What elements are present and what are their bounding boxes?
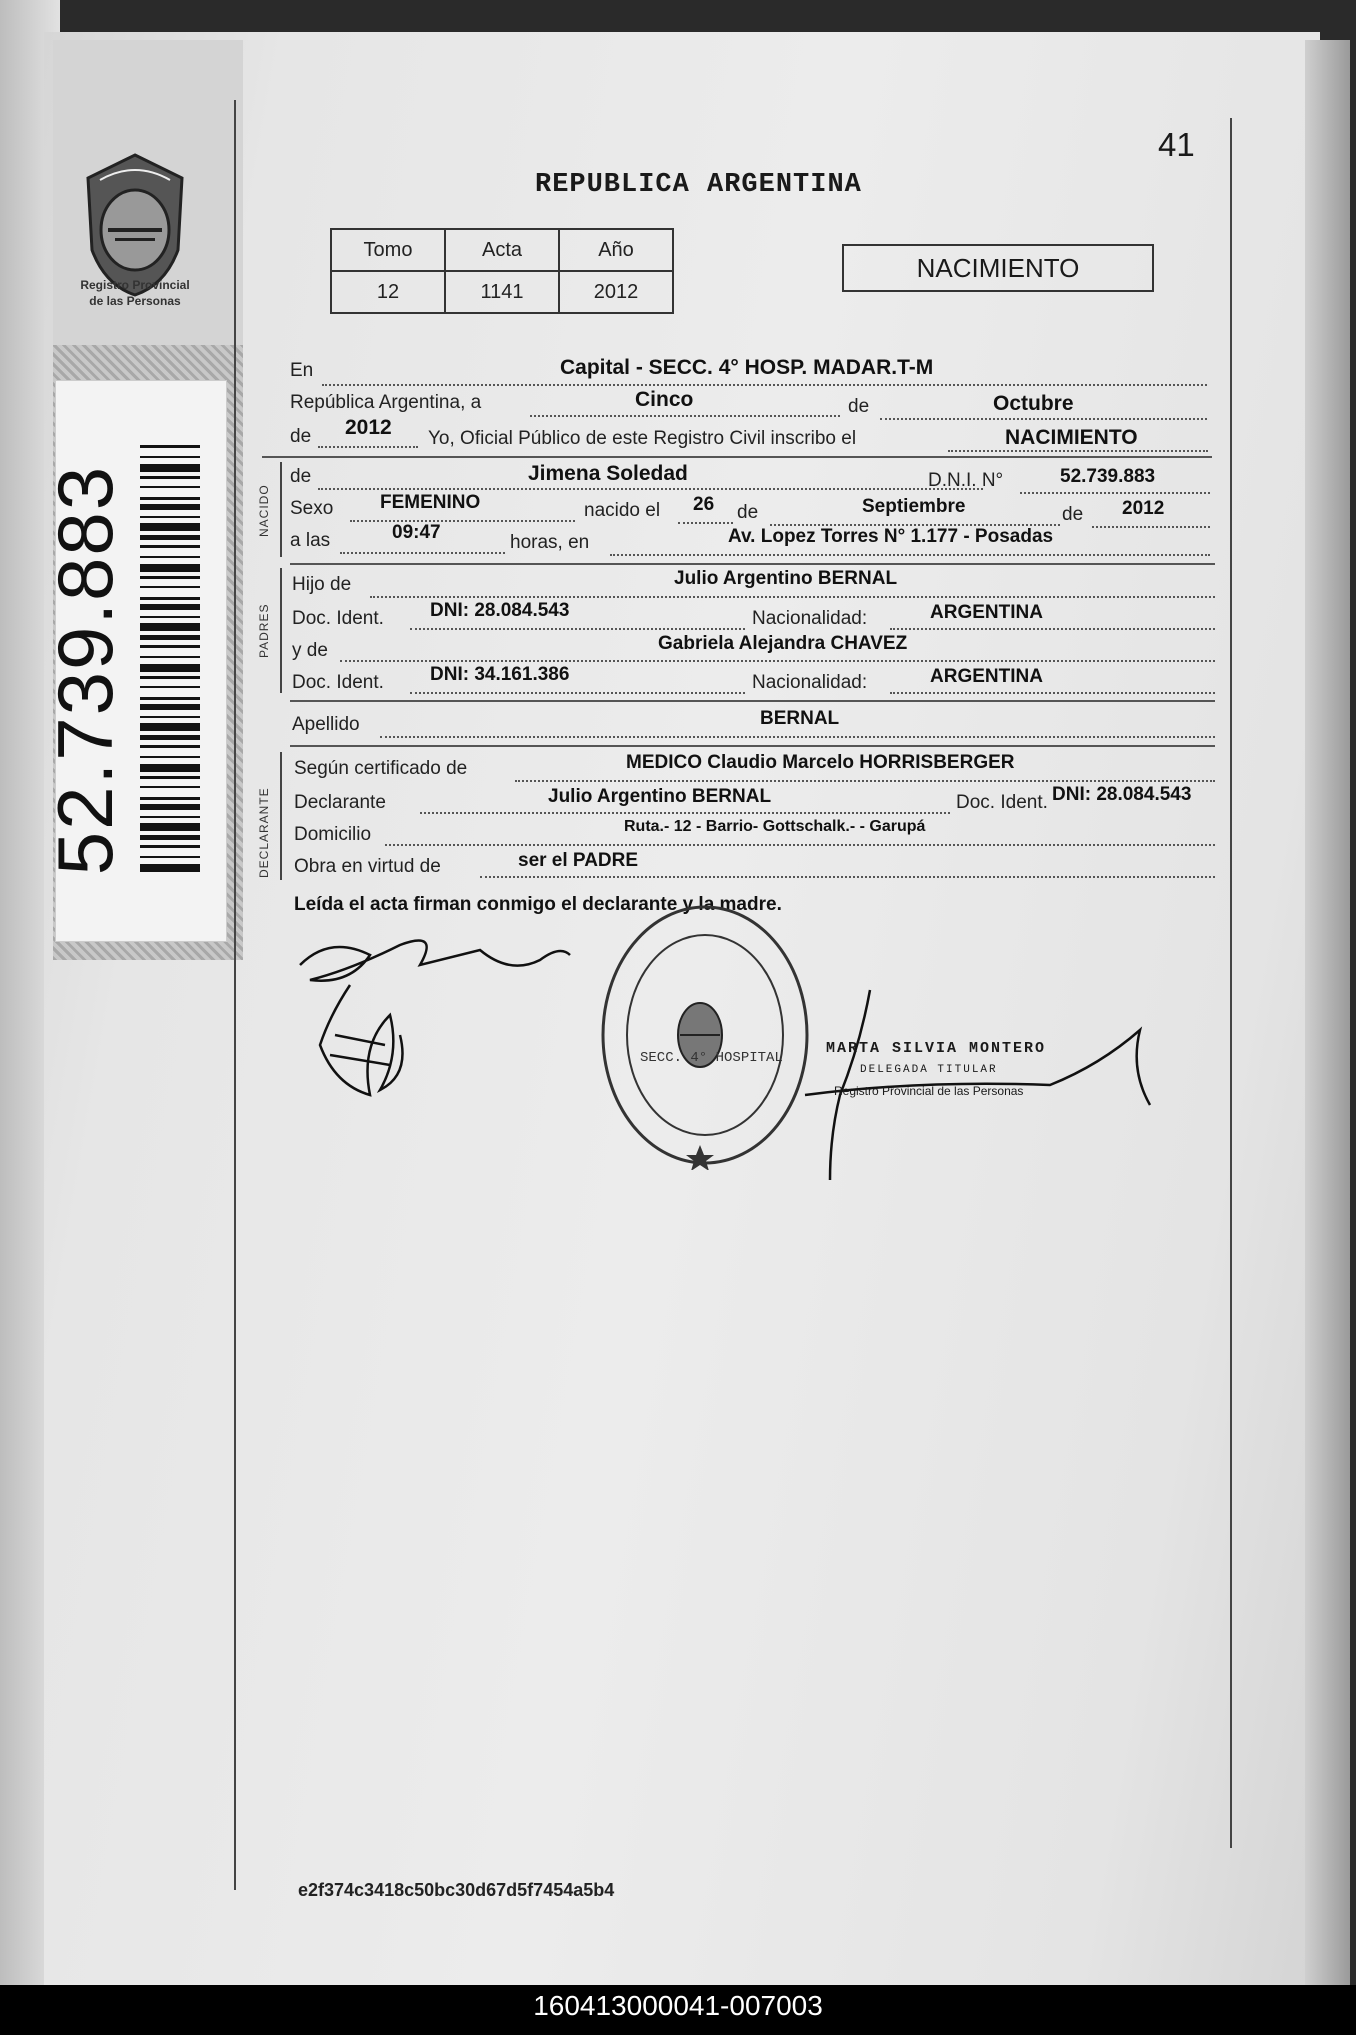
de-label: de [737,502,759,523]
stamp-inner-text: SECC. 4° HOSPITAL [640,1050,783,1066]
obra-label: Obra en virtud de [294,856,441,877]
de-label: de [1062,504,1084,525]
table-header-acta: Acta [445,229,559,271]
table-value-acta: 1141 [445,271,559,313]
stamp-outer-text [625,1005,626,1006]
section-divider [290,700,1215,702]
barcode-bar [140,545,200,548]
document-hash: e2f374c3418c50bc30d67d5f7454a5b4 [298,1880,615,1900]
registry-name-line2: de las Personas [89,294,181,308]
section-bracket [280,568,282,693]
dotted-line [350,520,575,522]
a-las-label: a las [290,530,331,551]
father-nationality-value: ARGENTINA [930,602,1043,623]
table-value-tomo: 12 [331,271,445,313]
registry-name-line1: Registro Provincial [80,278,190,292]
declarante-label: Declarante [294,792,386,813]
barcode-bar [140,786,200,788]
dotted-line [948,450,1208,452]
dotted-line [880,418,1207,420]
barcode-bar [140,835,200,840]
side-label-padres: PADRES [257,603,271,658]
declarant-doc-label: Doc. Ident. [956,792,1048,813]
horas-label: horas, en [510,532,590,553]
de-label: de [290,466,312,487]
side-label-nacido: NACIDO [257,484,271,537]
nacionalidad-label: Nacionalidad: [752,672,868,693]
barcode-bar [140,735,200,740]
closing-text: Leída el acta firman conmigo el declarante y la madre. [294,894,782,915]
dotted-line [480,876,1215,878]
dotted-line [1092,526,1210,528]
barcode-bar [140,776,200,779]
mother-nationality-value: ARGENTINA [930,666,1043,687]
dotted-line [410,692,745,694]
place-value: Capital - SECC. 4° HOSP. MADAR.T-M [560,356,934,379]
sexo-label: Sexo [290,498,334,519]
declarant-doc-value: DNI: 28.084.543 [1052,784,1192,805]
table-value-ano: 2012 [559,271,673,313]
barcode-bar [140,464,200,472]
barcode-bar [140,756,200,758]
barcode-bar [140,723,200,731]
de-label: de [290,426,312,447]
birth-place-value: Av. Lopez Torres N° 1.177 - Posadas [728,526,1054,547]
barcode-bar [140,697,200,700]
section-divider [290,745,1215,747]
document-title: REPUBLICA ARGENTINA [535,170,862,200]
section-divider [290,563,1215,565]
birth-year-value: 2012 [1122,498,1165,519]
barcode-bar [140,656,200,658]
barcode-bar [140,445,200,448]
barcode-bar [140,816,200,818]
registry-table [330,228,674,314]
barcode-bar [140,556,200,558]
barcode-bar [140,745,200,748]
barcode-bar [140,686,200,688]
barcode-bar [140,676,200,679]
barcode-number: 52.739.883 [41,464,129,876]
barcode-bar [140,704,200,710]
section-bracket [280,462,282,557]
dotted-line [410,628,745,630]
nacido-label: nacido el [584,500,661,521]
address-value: Ruta.- 12 - Barrio- Gottschalk.- - Garupá [624,818,926,835]
barcode-bar [140,523,200,531]
barcode-bar [140,504,200,510]
barcode-bar [140,616,200,618]
scan-code: 160413000041-007003 [533,1990,823,2021]
barcode-bar [140,476,200,479]
dotted-line [322,384,1207,386]
barcode-bar [140,604,200,610]
dotted-line [420,812,950,814]
barcode-bar [140,623,200,631]
dotted-line [318,446,418,448]
dotted-line [1020,492,1210,494]
dotted-line [340,660,1215,662]
month-value: Octubre [993,392,1074,415]
y-de-label: y de [292,640,328,661]
dotted-line [890,628,1215,630]
barcode-bar [140,535,200,540]
time-value: 09:47 [392,522,441,543]
en-label: En [290,360,314,381]
hijo-label: Hijo de [292,574,352,595]
capacity-value: ser el PADRE [518,850,639,871]
nacionalidad-label: Nacionalidad: [752,608,868,629]
barcode-bar [140,797,200,800]
certificado-label: Según certificado de [294,758,468,779]
barcode-bar [140,716,200,718]
dotted-line [530,415,840,417]
oficial-text: Yo, Oficial Público de este Registro Civil inscribo el [428,428,857,449]
barcode-bar [140,804,200,810]
section-bracket [280,752,282,880]
page-number: 41 [1158,126,1195,163]
registrar-name: MARTA SILVIA MONTERO [826,1040,1047,1057]
barcode-bar [140,564,200,572]
day-value: Cinco [635,388,694,411]
barcode-bar [140,864,200,872]
child-name-value: Jimena Soledad [528,462,688,485]
sexo-value: FEMENINO [380,492,481,513]
birth-day-value: 26 [693,494,715,515]
barcode-bar [140,576,200,579]
barcode-bar [140,486,200,488]
barcode-bar [140,635,200,640]
official-stamp [595,900,815,1170]
dotted-line [385,844,1215,846]
registrar-office: Registro Provincial de las Personas [834,1084,1024,1098]
apellido-label: Apellido [292,714,360,735]
table-header-ano: Año [559,229,673,271]
father-doc-value: DNI: 28.084.543 [430,600,570,621]
barcode-icon [140,445,200,875]
dotted-line [890,692,1215,694]
birth-month-value: Septiembre [862,496,966,517]
dotted-line [318,488,983,490]
doc-label: Doc. Ident. [292,672,384,693]
dotted-line [340,552,505,554]
barcode-bar [140,664,200,672]
dotted-line [678,522,733,524]
declarant-signature [290,925,580,1105]
inscribed-value: NACIMIENTO [1005,426,1138,449]
side-label-declarante: DECLARANTE [257,787,271,878]
de-label: de [848,396,870,417]
year-value: 2012 [345,416,392,439]
dotted-line [610,554,1210,556]
barcode-bar [140,764,200,772]
barcode-bar [140,645,200,648]
dni-value: 52.739.883 [1060,466,1156,487]
surname-value: BERNAL [760,708,840,729]
dotted-line [370,596,1215,598]
barcode-bar [140,845,200,848]
barcode-bar [140,497,200,500]
table-header-tomo: Tomo [331,229,445,271]
declarant-value: Julio Argentino BERNAL [548,786,772,807]
republica-label: República Argentina, a [290,392,482,413]
barcode-bar [140,856,200,858]
record-type-box: NACIMIENTO [842,244,1154,292]
father-value: Julio Argentino BERNAL [674,568,898,589]
barcode-bar [140,586,200,588]
domicilio-label: Domicilio [294,824,372,845]
margin-line-left [234,100,236,1890]
dotted-line [380,736,1215,738]
barcode-bar [140,823,200,831]
registrar-role: DELEGADA TITULAR [860,1064,998,1076]
doc-label: Doc. Ident. [292,608,384,629]
margin-line-right [1230,118,1232,1848]
barcode-bar [140,456,200,458]
barcode-bar [140,597,200,600]
section-divider [262,456,1212,458]
barcode-bar [140,516,200,518]
certificate-value: MEDICO Claudio Marcelo HORRISBERGER [626,752,1015,773]
dni-label: D.N.I. N° [928,470,1004,491]
dotted-line [515,780,1215,782]
mother-value: Gabriela Alejandra CHAVEZ [658,633,908,654]
book-edge [1305,40,1350,1985]
mother-doc-value: DNI: 34.161.386 [430,664,570,685]
